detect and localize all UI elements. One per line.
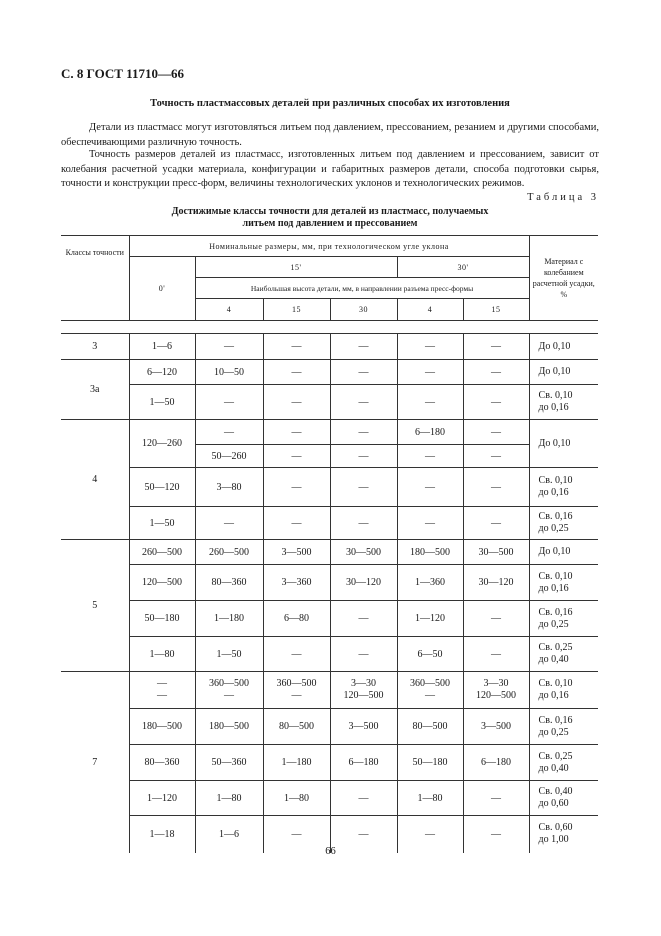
paragraph-1 <box>61 121 599 150</box>
table-title <box>61 206 599 230</box>
table-row <box>61 468 598 507</box>
header-height-4: 4 <box>397 299 463 321</box>
value-cell: 80—360 <box>129 745 195 781</box>
table-row <box>61 601 598 637</box>
value-cell: 80—500 <box>263 709 330 745</box>
material-cell <box>529 420 598 468</box>
class-cell: 4 <box>61 420 129 540</box>
value-cell: — <box>263 420 330 445</box>
page-number: 66 <box>325 846 336 857</box>
value-cell: — <box>397 360 463 385</box>
value-cell <box>129 672 195 709</box>
value-cell: 10—50 <box>195 360 263 385</box>
material-cell <box>529 637 598 672</box>
paragraph-2 <box>61 148 599 192</box>
material-line: До 0,10 <box>538 340 571 352</box>
value-cell: — <box>330 637 397 672</box>
material-cell <box>529 360 598 385</box>
cell-line: 360—500 <box>276 678 317 689</box>
header-height-30: 30 <box>330 299 397 321</box>
accuracy-table <box>61 235 598 853</box>
value-cell: 50—120 <box>129 468 195 507</box>
value-cell <box>397 672 463 709</box>
value-cell: 3—500 <box>463 709 529 745</box>
value-cell: — <box>195 334 263 360</box>
material-line: Св. 0,16 <box>538 714 573 726</box>
material-line: Св. 0,25 <box>538 750 573 762</box>
material-cell <box>529 745 598 781</box>
value-cell: 6—50 <box>397 637 463 672</box>
value-cell: — <box>463 420 529 445</box>
value-cell: 1—80 <box>195 781 263 816</box>
table-row <box>61 540 598 565</box>
value-cell: 50—360 <box>195 745 263 781</box>
material-cell <box>529 709 598 745</box>
value-cell: 180—500 <box>397 540 463 565</box>
value-cell: — <box>463 816 529 853</box>
material-line: До 0,10 <box>538 366 571 377</box>
value-cell: — <box>330 445 397 468</box>
value-cell <box>195 672 263 709</box>
table-row <box>61 385 598 420</box>
value-cell: 1—50 <box>195 637 263 672</box>
value-cell: — <box>330 360 397 385</box>
cell-line: 120—500 <box>476 690 517 701</box>
value-cell: 3—80 <box>195 468 263 507</box>
value-cell: 1—120 <box>397 601 463 637</box>
header-angle-15: 15' <box>195 257 397 278</box>
value-cell: — <box>330 334 397 360</box>
value-cell: 30—120 <box>330 565 397 601</box>
value-cell <box>263 672 330 709</box>
material-line: До 0,10 <box>538 437 571 449</box>
table-row <box>61 420 598 445</box>
value-cell: — <box>463 334 529 360</box>
section-title: Точность пластмассовых деталей при различных способах их изготовления <box>150 98 510 109</box>
value-cell: — <box>263 507 330 540</box>
value-cell: — <box>330 601 397 637</box>
cell-line: 3—30 <box>351 678 376 689</box>
table-row <box>61 565 598 601</box>
value-cell <box>463 672 529 709</box>
value-cell: 1—6 <box>195 816 263 853</box>
value-cell: 1—80 <box>129 637 195 672</box>
value-cell: — <box>263 816 330 853</box>
value-cell: — <box>330 816 397 853</box>
value-cell: — <box>263 637 330 672</box>
value-cell: 30—500 <box>330 540 397 565</box>
value-cell: — <box>463 601 529 637</box>
header-angle-30: 30' <box>397 257 529 278</box>
value-cell: 6—180 <box>330 745 397 781</box>
material-line: до 0,40 <box>538 762 569 774</box>
value-cell: — <box>463 360 529 385</box>
cell-line: 360—500 <box>410 678 450 689</box>
cell-line: — <box>157 690 167 701</box>
value-cell: 260—500 <box>129 540 195 565</box>
table-row <box>61 507 598 540</box>
value-cell: 3—500 <box>263 540 330 565</box>
material-line: до 0,16 <box>538 487 569 498</box>
value-cell: — <box>397 334 463 360</box>
class-cell: 5 <box>61 540 129 672</box>
material-cell <box>529 601 598 637</box>
table-row <box>61 360 598 385</box>
value-cell: 80—500 <box>397 709 463 745</box>
header-material: Материал с колебанием расчетной усадки, % <box>529 236 598 321</box>
value-cell: — <box>397 468 463 507</box>
value-cell: 180—500 <box>129 709 195 745</box>
value-cell: 3—360 <box>263 565 330 601</box>
material-line: до 0,60 <box>538 798 569 809</box>
material-line: Св. 0,10 <box>538 678 573 689</box>
value-cell: 120—260 <box>129 420 195 468</box>
material-line: До 0,10 <box>538 546 571 557</box>
page-header: С. 8 ГОСТ 11710—66 <box>61 66 184 81</box>
value-cell: — <box>263 385 330 420</box>
value-cell: — <box>397 385 463 420</box>
value-cell: 1—80 <box>397 781 463 816</box>
table-title-line-2: литьем под давлением и прессованием <box>242 218 418 229</box>
value-cell: 30—120 <box>463 565 529 601</box>
value-cell: 50—180 <box>129 601 195 637</box>
cell-line: — <box>224 690 234 701</box>
material-line: до 1,00 <box>538 834 569 846</box>
table-row <box>61 334 598 360</box>
material-cell <box>529 672 598 709</box>
value-cell: — <box>195 420 263 445</box>
material-line: Св. 0,10 <box>538 475 573 486</box>
header-classes: Классы точности <box>61 236 129 321</box>
material-line: до 0,25 <box>538 618 569 630</box>
value-cell: — <box>263 334 330 360</box>
table-row <box>61 781 598 816</box>
material-line: Св. 0,16 <box>538 511 573 522</box>
material-cell <box>529 468 598 507</box>
header-height-4: 4 <box>195 299 263 321</box>
material-line: до 0,25 <box>538 726 569 738</box>
value-cell: 180—500 <box>195 709 263 745</box>
material-line: до 0,16 <box>538 690 569 701</box>
value-cell: — <box>463 781 529 816</box>
table-number: Таблица 3 <box>527 192 599 203</box>
table-row <box>61 672 598 709</box>
cell-line: — <box>157 678 167 689</box>
cell-line: 3—30 <box>483 678 509 689</box>
value-cell: — <box>463 468 529 507</box>
value-cell: — <box>330 781 397 816</box>
material-cell <box>529 565 598 601</box>
value-cell: 6—120 <box>129 360 195 385</box>
material-line: до 0,16 <box>538 402 569 413</box>
material-cell <box>529 507 598 540</box>
class-cell: 3 <box>61 334 129 360</box>
cell-line: 360—500 <box>209 678 249 689</box>
material-line: до 0,25 <box>538 523 569 534</box>
value-cell: 1—50 <box>129 385 195 420</box>
value-cell: 1—360 <box>397 565 463 601</box>
value-cell: 6—80 <box>263 601 330 637</box>
value-cell: — <box>330 468 397 507</box>
material-line: Св. 0,60 <box>538 822 573 834</box>
value-cell: 1—50 <box>129 507 195 540</box>
value-cell: — <box>397 445 463 468</box>
paragraph-1-text: Детали из пластмасс могут изготовляться литьем под давлением, прессованием, резанием и другими способами, обеспечивающими различную точность. <box>61 122 599 148</box>
value-cell: 120—500 <box>129 565 195 601</box>
cell-line: — <box>291 690 302 701</box>
value-cell: 1—180 <box>195 601 263 637</box>
value-cell: — <box>195 507 263 540</box>
value-cell: 3—500 <box>330 709 397 745</box>
material-cell <box>529 334 598 360</box>
value-cell: 50—180 <box>397 745 463 781</box>
table-row <box>61 637 598 672</box>
table-row <box>61 709 598 745</box>
value-cell: — <box>397 507 463 540</box>
class-cell: 7 <box>61 672 129 853</box>
class-cell: 3а <box>61 360 129 420</box>
header-max-height: Наибольшая высота детали, мм, в направлении разъема пресс-формы <box>195 278 529 299</box>
value-cell: 6—180 <box>397 420 463 445</box>
value-cell: 1—6 <box>129 334 195 360</box>
value-cell: — <box>195 385 263 420</box>
value-cell: — <box>330 420 397 445</box>
value-cell: — <box>330 385 397 420</box>
material-line: Св. 0,16 <box>538 606 573 618</box>
value-cell: — <box>463 507 529 540</box>
value-cell: 6—180 <box>463 745 529 781</box>
value-cell <box>330 672 397 709</box>
value-cell: 1—18 <box>129 816 195 853</box>
value-cell: 1—180 <box>263 745 330 781</box>
material-cell <box>529 540 598 565</box>
header-height-15: 15 <box>463 299 529 321</box>
value-cell: — <box>263 468 330 507</box>
value-cell: — <box>330 507 397 540</box>
material-cell <box>529 781 598 816</box>
value-cell: 1—120 <box>129 781 195 816</box>
table-row <box>61 745 598 781</box>
header-height-15: 15 <box>263 299 330 321</box>
table-title-line-1: Достижимые классы точности для деталей из пластмасс, получаемых <box>171 206 489 217</box>
value-cell: — <box>463 385 529 420</box>
value-cell: 260—500 <box>195 540 263 565</box>
material-line: до 0,16 <box>538 582 569 594</box>
value-cell: 50—260 <box>195 445 263 468</box>
cell-line: 120—500 <box>343 690 384 701</box>
value-cell: — <box>463 445 529 468</box>
header-nominal: Номинальные размеры, мм, при технологическом угле уклона <box>129 236 529 257</box>
cell-line: — <box>425 690 435 701</box>
material-line: Св. 0,40 <box>538 786 573 797</box>
header-angle-0: 0' <box>129 257 195 321</box>
paragraph-2-text: Точность размеров деталей из пластмасс, изготовленных литьем под давлением и прессованием, зависит от колебания расчетной усадки материала, конфигурации и габаритных размеров детали, способа подготовки сырья, точности и конструкции пресс-форм, величины технологических уклонов и технологических режимов. <box>61 149 599 189</box>
material-line: Св. 0,10 <box>538 570 573 582</box>
material-line: Св. 0,10 <box>538 390 573 401</box>
value-cell: — <box>463 637 529 672</box>
material-cell <box>529 385 598 420</box>
material-line: Св. 0,25 <box>538 642 573 653</box>
header-spacer <box>61 321 598 334</box>
value-cell: 30—500 <box>463 540 529 565</box>
value-cell: — <box>263 360 330 385</box>
value-cell: 1—80 <box>263 781 330 816</box>
value-cell: — <box>397 816 463 853</box>
value-cell: 80—360 <box>195 565 263 601</box>
value-cell: — <box>263 445 330 468</box>
material-line: до 0,40 <box>538 654 569 665</box>
